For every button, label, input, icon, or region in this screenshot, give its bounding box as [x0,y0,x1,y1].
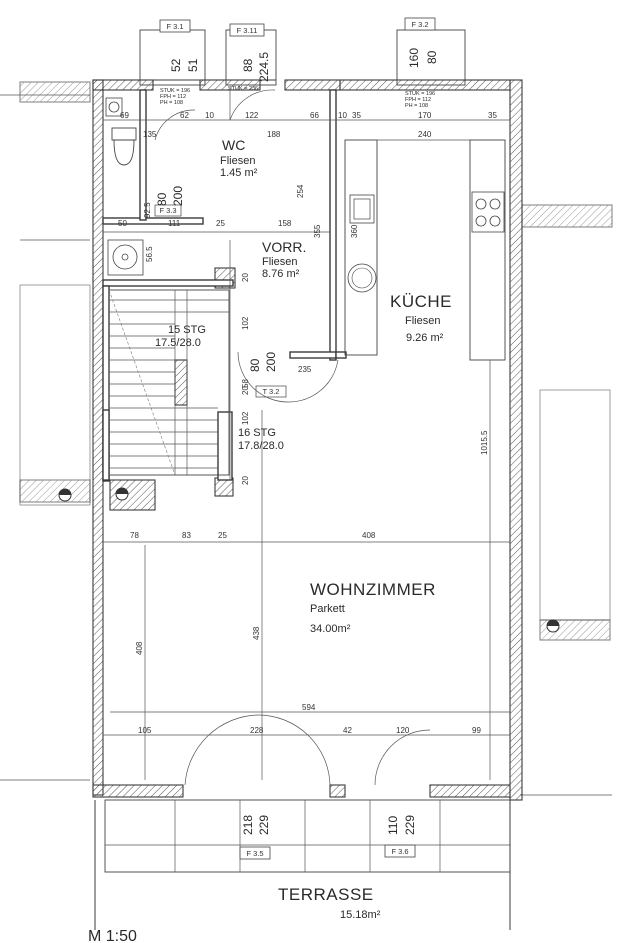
svg-text:99: 99 [472,726,481,735]
svg-text:10: 10 [338,111,347,120]
svg-text:158: 158 [278,219,292,228]
svg-text:20: 20 [241,476,250,485]
opening-size-wc-door [155,186,185,206]
svg-text:F 3.3: F 3.3 [159,206,177,215]
svg-text:240: 240 [418,130,432,139]
svg-text:Parkett: Parkett [310,603,345,615]
scale-label [88,928,137,943]
svg-text:122: 122 [245,111,259,120]
svg-text:160: 160 [407,47,421,68]
svg-text:42: 42 [343,726,352,735]
svg-text:83: 83 [182,531,191,540]
svg-text:PH = 108: PH = 108 [405,103,429,109]
neighbour-left [0,82,90,780]
svg-text:80: 80 [155,192,169,206]
outer-walls [93,80,522,800]
svg-text:F 3.2: F 3.2 [411,20,429,29]
svg-text:15.18m²: 15.18m² [340,909,381,921]
svg-text:Fliesen: Fliesen [262,256,298,268]
svg-text:105: 105 [138,726,152,735]
window-tag-f32 [405,18,435,30]
stairs-lower-label [238,427,284,452]
svg-text:200: 200 [171,185,185,206]
opening-size-f31 [169,58,200,72]
room-wohnzimmer [310,580,436,635]
svg-text:78: 78 [130,531,139,540]
svg-text:20: 20 [241,386,250,395]
svg-text:FPH = 112: FPH = 112 [405,97,432,103]
svg-text:188: 188 [267,130,281,139]
stove-icon [472,192,504,232]
svg-text:16 STG: 16 STG [238,427,276,439]
svg-text:200: 200 [264,351,278,372]
staircase [109,290,229,475]
svg-text:102: 102 [241,316,250,330]
heater-icon-left [116,488,128,500]
opening-size-f35 [241,815,271,835]
window-tag-f36 [385,845,415,857]
svg-text:80: 80 [248,358,262,372]
room-vorr [262,239,306,280]
svg-text:F 3.1: F 3.1 [166,22,184,31]
svg-text:254: 254 [296,184,305,198]
svg-text:120: 120 [396,726,410,735]
svg-text:17.5/28.0: 17.5/28.0 [155,337,201,349]
svg-text:51: 51 [186,58,200,72]
svg-text:66: 66 [310,111,319,120]
svg-text:8.76 m²: 8.76 m² [262,268,300,280]
svg-text:STUK = 196: STUK = 196 [160,88,191,94]
svg-text:20: 20 [241,273,250,282]
svg-text:170: 170 [418,111,432,120]
svg-text:1.45 m²: 1.45 m² [220,167,258,179]
svg-text:235: 235 [298,365,312,374]
svg-text:52: 52 [169,58,183,72]
stuk-note-left [160,88,190,106]
svg-text:10: 10 [205,111,214,120]
window-tag-f311 [230,24,264,36]
svg-text:VORR.: VORR. [262,239,307,255]
svg-text:35: 35 [488,111,497,120]
svg-text:KÜCHE: KÜCHE [390,292,453,311]
svg-text:35: 35 [352,111,361,120]
svg-text:111: 111 [168,219,181,228]
svg-text:56.5: 56.5 [145,246,154,262]
svg-text:WOHNZIMMER: WOHNZIMMER [310,580,436,599]
svg-text:80: 80 [425,50,439,64]
svg-text:62: 62 [180,111,189,120]
stuk-note-right [405,91,435,109]
heater-icon-neighbour-right [547,620,559,632]
opening-size-f311 [241,52,271,82]
svg-text:408: 408 [135,641,144,655]
svg-text:58: 58 [241,379,250,388]
kitchen-round-icon [348,264,376,292]
svg-text:224.5: 224.5 [257,51,271,82]
svg-text:F 3.11: F 3.11 [236,26,258,35]
svg-text:WC: WC [222,137,246,153]
kitchen-counter [345,140,505,360]
svg-text:1015.5: 1015.5 [480,430,489,455]
room-kueche [390,292,452,344]
svg-text:360: 360 [350,224,359,238]
svg-text:PH = 108: PH = 108 [160,100,184,106]
svg-text:438: 438 [252,626,261,640]
svg-text:FPH = 112: FPH = 112 [160,94,187,100]
wc-toilet-icon [112,128,136,165]
opening-size-f36 [386,815,417,835]
svg-text:135: 135 [143,130,157,139]
svg-text:110: 110 [386,815,400,835]
room-wc [220,137,258,179]
svg-text:229: 229 [403,814,417,835]
svg-text:25: 25 [218,531,227,540]
neighbour-right [520,205,612,795]
svg-text:9.26 m²: 9.26 m² [406,332,444,344]
svg-text:17.8/28.0: 17.8/28.0 [238,440,284,452]
svg-text:Fliesen: Fliesen [220,155,256,167]
svg-text:M 1:50: M 1:50 [88,928,137,943]
svg-text:102: 102 [241,411,250,425]
svg-text:25: 25 [216,219,225,228]
svg-text:STUK = 236: STUK = 236 [228,86,259,92]
svg-text:355: 355 [313,224,322,238]
window-tag-f31 [160,20,190,32]
svg-text:F 3.6: F 3.6 [391,847,409,856]
svg-text:229: 229 [257,814,271,835]
svg-text:F 3.5: F 3.5 [246,849,264,858]
svg-text:228: 228 [250,726,264,735]
window-tag-t32 [256,386,286,397]
svg-text:STUK = 196: STUK = 196 [405,91,436,97]
svg-text:92.5: 92.5 [143,202,152,218]
opening-size-hall-door [248,352,278,372]
terrace [95,800,510,930]
door-swings [155,90,430,785]
dims-top [120,111,497,139]
svg-text:T 3.2: T 3.2 [262,387,280,396]
svg-text:34.00m²: 34.00m² [310,623,351,635]
kitchen-sink-icon [350,195,374,223]
stuk-note-mid [228,86,258,92]
svg-text:Fliesen: Fliesen [405,315,441,327]
svg-text:TERRASSE: TERRASSE [278,885,374,904]
svg-text:218: 218 [241,814,255,835]
hall-basin-icon [108,240,143,275]
opening-size-f32 [407,48,439,68]
stairs-upper-label [155,324,206,349]
svg-text:15 STG: 15 STG [168,324,206,336]
svg-text:594: 594 [302,703,316,712]
svg-text:408: 408 [362,531,376,540]
svg-text:69: 69 [120,111,129,120]
svg-text:88: 88 [241,58,255,72]
svg-text:50: 50 [118,219,127,228]
window-tag-f35 [240,847,270,859]
heater-icon-neighbour-left [59,489,71,501]
